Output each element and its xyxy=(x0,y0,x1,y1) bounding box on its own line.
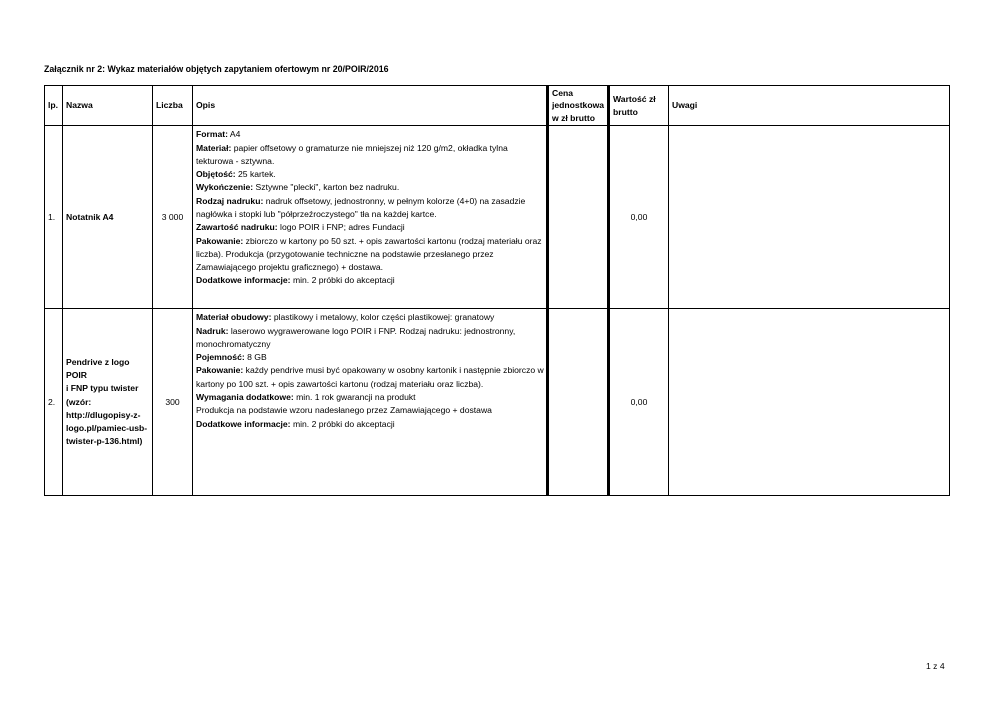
materials-table xyxy=(44,85,950,496)
opis-line: tekturowa - sztywna. xyxy=(196,155,275,166)
opis-line: Rodzaj nadruku: nadruk offsetowy, jednostronny, w pełnym kolorze (4+0) na zasadzie xyxy=(196,195,526,206)
col-header-opis: Opis xyxy=(193,86,548,126)
opis-line: Materiał obudowy: plastikowy i metalowy, kolor części plastikowej: granatowy xyxy=(196,312,495,323)
opis-line: Dodatkowe informacje: min. 2 próbki do akceptacji xyxy=(196,275,395,286)
cell-uwagi xyxy=(669,309,950,496)
cell-cena xyxy=(548,309,609,496)
table-row xyxy=(45,309,950,496)
cell-nazwa xyxy=(63,309,153,496)
opis-line: Nadruk: laserowo wygrawerowane logo POIR i FNP. Rodzaj nadruku: jednostronny, xyxy=(196,325,516,336)
opis-line: Pakowanie: zbiorczo w kartony po 50 szt. + opis zawartości kartonu (rodzaj materiału oraz xyxy=(196,235,542,246)
opis-line: Format: A4 xyxy=(196,129,241,140)
cell-liczba: 300 xyxy=(153,309,193,496)
header-row xyxy=(45,86,950,126)
cell-cena xyxy=(548,126,609,309)
opis-line: Objętość: 25 kartek. xyxy=(196,169,276,180)
cell-opis xyxy=(193,126,548,309)
page-title: Załącznik nr 2: Wykaz materiałów objętych zapytaniem ofertowym nr 20/POIR/2016 xyxy=(44,64,389,74)
cell-opis xyxy=(193,309,548,496)
opis-line: monochromatyczny xyxy=(196,338,271,349)
cell-lp: 2. xyxy=(45,309,63,496)
page-number: 1 z 4 xyxy=(926,661,945,671)
text-line: (wzór: xyxy=(66,396,92,407)
text-line: Notatnik A4 xyxy=(66,211,114,222)
col-header-liczba: Liczba xyxy=(153,86,193,126)
col-header-nazwa: Nazwa xyxy=(63,86,153,126)
text-line: http://dlugopisy-z- xyxy=(66,409,141,420)
cell-uwagi xyxy=(669,126,950,309)
text-line: Pendrive z logo POIR xyxy=(66,356,130,380)
opis-line: Produkcja na podstawie wzoru nadesłanego przez Zamawiającego + dostawa xyxy=(196,405,492,416)
opis-line: liczba). Produkcja (przygotowanie techniczne na podstawie przesłanego przez xyxy=(196,248,494,259)
opis-line: Pojemność: 8 GB xyxy=(196,352,267,363)
opis-line: Zamawiającego projektu graficznego) + dostawa. xyxy=(196,262,384,273)
opis-line: Wykończenie: Sztywne "plecki", karton bez nadruku. xyxy=(196,182,400,193)
opis-line: Pakowanie: każdy pendrive musi być opakowany w osobny kartonik i następnie zbiorczo w xyxy=(196,365,544,376)
cell-wartosc: 0,00 xyxy=(609,309,669,496)
table-row xyxy=(45,126,950,309)
cell-lp: 1. xyxy=(45,126,63,309)
text-line: twister-p-136.html) xyxy=(66,436,143,447)
col-header-wartosc: Wartość zł brutto xyxy=(609,86,669,126)
cell-wartosc: 0,00 xyxy=(609,126,669,309)
opis-line: kartony po 100 szt. + opis zawartości kartonu (rodzaj materiału oraz liczba). xyxy=(196,378,484,389)
opis-line: Dodatkowe informacje: min. 2 próbki do akceptacji xyxy=(196,418,395,429)
col-header-cena: Cena jednostkowa w zł brutto xyxy=(548,86,609,126)
col-header-uwagi: Uwagi xyxy=(669,86,950,126)
cell-liczba: 3 000 xyxy=(153,126,193,309)
col-header-lp: lp. xyxy=(45,86,63,126)
cell-nazwa xyxy=(63,126,153,309)
text-line: logo.pl/pamiec-usb- xyxy=(66,423,148,434)
opis-line: nagłówka i stopki lub "półprzeźroczystego" tła na każdej kartce. xyxy=(196,209,437,219)
opis-line: Zawartość nadruku: logo POIR i FNP; adres Fundacji xyxy=(196,222,405,233)
opis-line: Materiał: papier offsetowy o gramaturze nie mniejszej niż 120 g/m2, okładka tylna xyxy=(196,142,508,153)
text-line: i FNP typu twister xyxy=(66,383,139,394)
opis-line: Wymagania dodatkowe: min. 1 rok gwarancji na produkt xyxy=(196,392,416,402)
